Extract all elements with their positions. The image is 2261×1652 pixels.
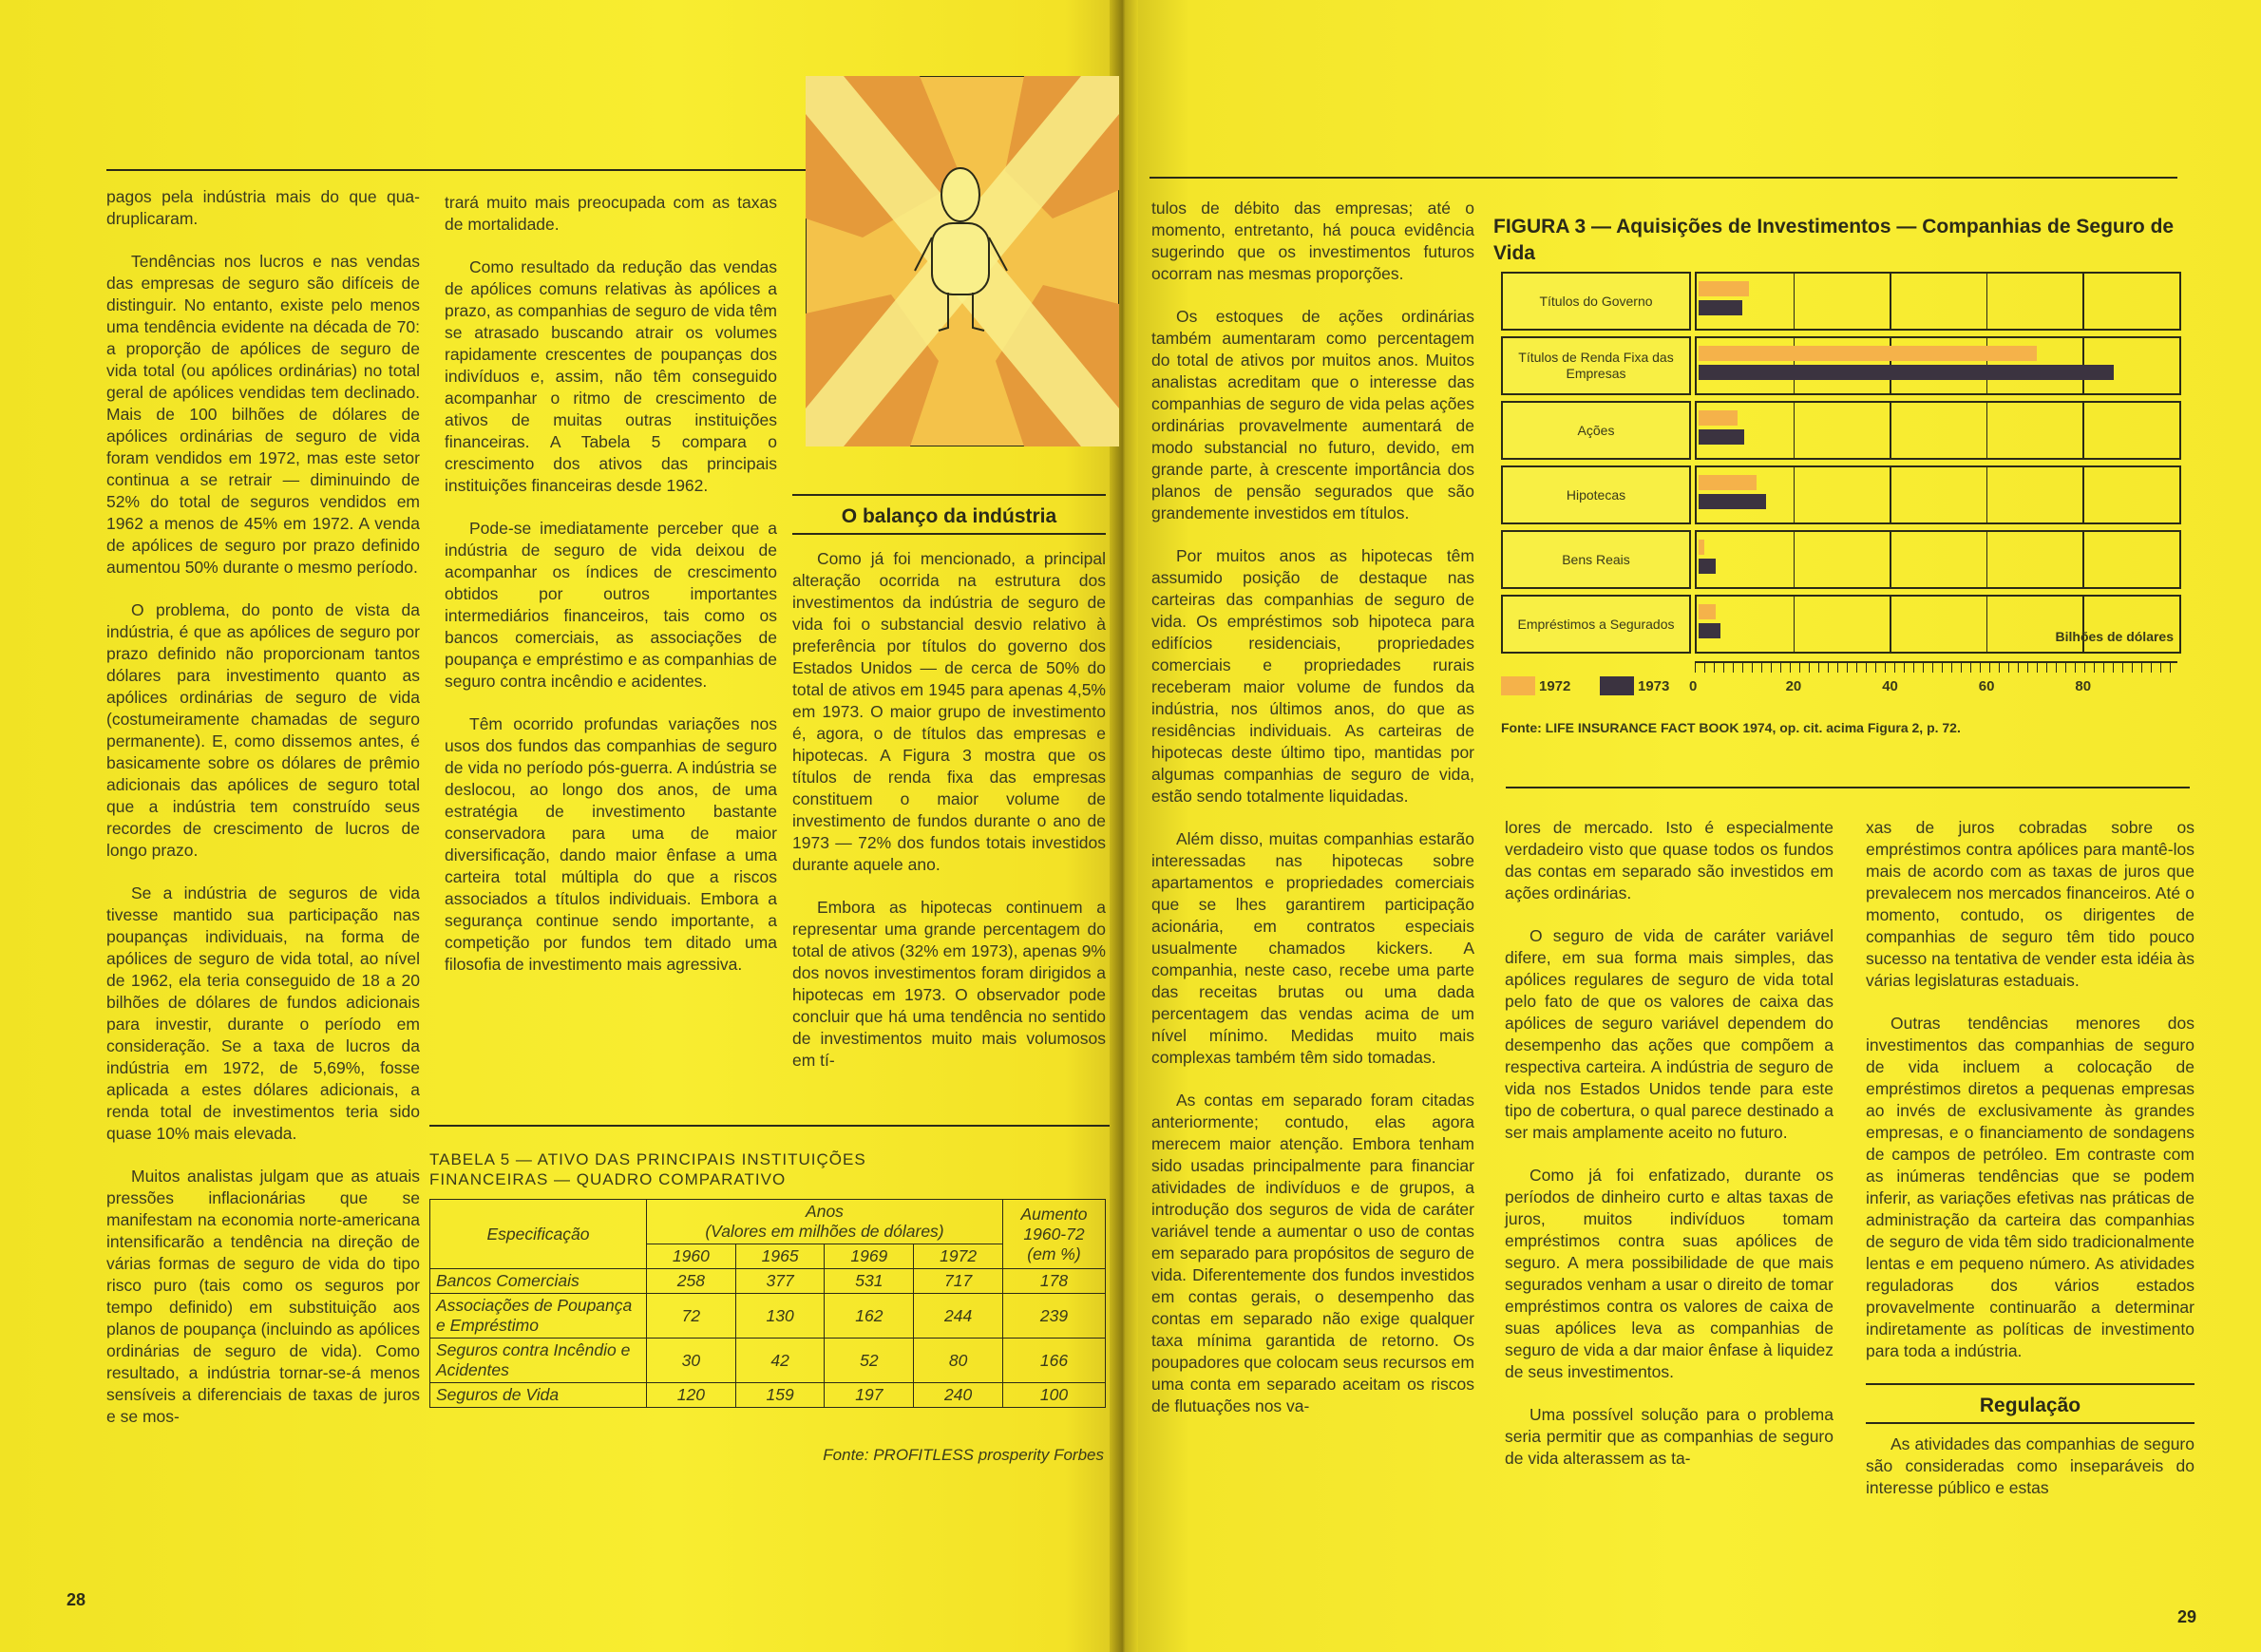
paragraph: Como já foi mencionado, a principal alteração ocorrida na estrutura dos investimentos da indústria de seguro de vida foi o substancial desvio relativo à preferência por títulos do governo dos Estados Unidos — de cerca de 50% do total de ativos em 1945 para apenas 4,5% em 1973. O maior grupo de investimento é, agora, o de títulos das empresas e hipotecas. A Figura 3 mostra que os títulos de renda fixa das empresas constituem o maior volume de investimento de fundos durante o ano de 1973 — 72% dos fundos totais investidos durante aquele ano. (792, 549, 1106, 874)
gridline (1986, 403, 1988, 458)
x-tick-label: 20 (1785, 678, 1802, 694)
gridline (1890, 274, 1891, 329)
cell: 100 (1003, 1383, 1106, 1408)
x-tick-label: 0 (1689, 678, 1698, 694)
left-col1 (106, 186, 420, 1449)
section-heading: Regulação (1979, 1395, 2081, 1416)
gridline (1890, 403, 1891, 458)
paragraph: pagos pela indústria mais do que qua-druplicaram. (106, 187, 420, 228)
category-label: Empréstimos a Segurados (1501, 595, 1691, 654)
left-col3 (792, 494, 1106, 1092)
page-number-left: 28 (66, 1590, 86, 1609)
top-rule-left (106, 169, 809, 171)
bar-1973-2 (1699, 365, 2114, 380)
paragraph: lores de mercado. Isto é especialmente verdadeiro visto que quase todos os fundos das contas em separado são investidos em ações ordinárias. (1505, 818, 1834, 902)
table-caption-line1: TABELA 5 — ATIVO DAS PRINCIPAIS INSTITUIÇÕES (429, 1150, 866, 1168)
section-rule (792, 533, 1106, 535)
row-label: Associações de Poupança e Empréstimo (430, 1294, 647, 1339)
gridline (1986, 597, 1988, 652)
right-col3 (1866, 817, 2194, 1520)
cell: 120 (647, 1383, 736, 1408)
gridline (2082, 467, 2084, 522)
paragraph: xas de juros cobradas sobre os empréstimos contra apólices para mantê-los mais de acordo com as taxas de juros que prevalecem nos mercados financeiros. Até o momento, contudo, os dirigentes de companhias de seguro têm tido pouco sucesso na tentativa de vender esta idéia às várias legislaturas estaduais. (1866, 818, 2194, 990)
paragraph: Muitos analistas julgam que as atuais pressões inflacionárias que se manifestam na economia norte-americana intensificarão a tendência na direção de várias formas de seguro de vida do tipo risco puro (tais como os seguros por tempo definido) em substituição aos planos de poupança (incluindo as apólices ordinárias de seguro de vida). Como resultado, a indústria tornar-se-á menos sensíveis a diferenciais de taxas de juros e se mos- (106, 1167, 420, 1426)
bar-1972-2 (1699, 346, 2037, 361)
grid-row (1695, 465, 2181, 524)
col-header-anos: Anos (806, 1202, 844, 1221)
gridline (1986, 274, 1988, 329)
top-rule-right (1150, 177, 2177, 179)
legend-swatch-1973 (1600, 676, 1634, 695)
paragraph: O problema, do ponto de vista da indústria, é que as apólices de seguro por prazo definido não proporcionam tantos dólares para investimento quanto as apólices ordinárias de seguro de vida (costumeiramente chamadas de seguro permanente). E, como dissemos antes, é basicamente sobre os dólares de prêmio adicionais das apólices de seguro total que a indústria tem construído seus recordes de crescimento de lucros de longo prazo. (106, 600, 420, 860)
bar-1973-4 (1699, 494, 1766, 509)
category-label: Hipotecas (1501, 465, 1691, 524)
bar-1972-6 (1699, 604, 1716, 619)
col-header-anos-sub: (Valores em milhões de dólares) (705, 1222, 944, 1241)
cell: 52 (825, 1339, 914, 1383)
paragraph: Embora as hipotecas continuem a representar uma grande percentagem do total de ativos (32% em 1973), apenas 9% dos novos investimentos foram dirigidos a hipotecas em 1973. O observador pode concluir que há uma tendência no sentido de investimentos muito mais volumosos em tí- (792, 898, 1106, 1070)
x-axis (1695, 661, 2177, 673)
paragraph: Os estoques de ações ordinárias também aumentaram como percentagem do total de ativos por muitos anos. Muitos analistas acreditam que o interesse das companhias de seguro de vida pelas ações ordinárias provavelmente aumentará de modo substancial no futuro, devido, em grande parte, à crescente importância dos planos de pensão segurados que são grandemente investidos em títulos. (1151, 307, 1474, 522)
gridline (1890, 532, 1891, 587)
section-heading: O balanço da indústria (841, 505, 1057, 527)
col-header-years (647, 1200, 1003, 1244)
paragraph: Por muitos anos as hipotecas têm assumido posição de destaque nas carteiras das companhias de seguro de vida. Os empréstimos sob hipoteca para edifícios residenciais, propriedades comerciais e propriedades rurais receberam maior volume de fundos da indústria, nos últimos anos, do que as residências individuais. As carteiras de hipotecas deste último tipo, mantidas por algumas companhias de seguro de vida, estão sendo totalmente liquidadas. (1151, 546, 1474, 806)
figure-rule (1506, 787, 2190, 788)
cell: 239 (1003, 1294, 1106, 1339)
paragraph: trará muito mais preocupada com as taxas de mortalidade. (445, 193, 777, 234)
gridline (1986, 467, 1988, 522)
gridline (1794, 597, 1796, 652)
paragraph: As atividades das companhias de seguro são consideradas como inseparáveis do interesse público e estas (1866, 1434, 2194, 1497)
cell: 531 (825, 1269, 914, 1294)
table-row (430, 1339, 1106, 1383)
paragraph: Têm ocorrido profundas variações nos usos dos fundos das companhias de seguro de vida no período pós-guerra. A indústria se deslocou, ao longo dos anos, de uma estratégia de investimento bastante conservadora para uma de maior diversificação, dando maior ênfase a uma carteira total múltipla do que a riscos associados a títulos individuais. Embora a segurança continue sendo importante, a competição por fundos tem ditado uma filosofia de investimento mais agressiva. (445, 714, 777, 974)
row-label: Bancos Comerciais (430, 1269, 647, 1294)
paragraph: O seguro de vida de caráter variável difere, em sua forma mais simples, das apólices regulares de seguro de vida total pelo fato de que os valores de caixa das apólices de seguro variável dependem do desempenho das ações que compõem a respectiva carteira. A indústria de seguro de vida nos Estados Unidos tende para este tipo de cobertura, o qual parece destinado a ser mais amplamente aceito no futuro. (1505, 926, 1834, 1142)
bar-1972-3 (1699, 410, 1738, 426)
paragraph: Tendências nos lucros e nas vendas das empresas de seguro são difíceis de distinguir. No entanto, existe pelo menos uma tendência evidente na década de 70: a proporção de apólices de seguro de vida total (ou apólices ordinárias) no total geral de apólices vendidas tem declinado. Mais de 100 bilhões de dólares de apólices ordinárias de seguro de vida foram vendidos em 1972, mas este setor continua a se retrair — diminuindo de 52% do total de seguros vendidos em 1962 a menos de 45% em 1972. A venda de apólices de seguro por prazo definido aumentou 50% durante o mesmo período. (106, 252, 420, 577)
row-label: Seguros contra Incêndio e Acidentes (430, 1339, 647, 1383)
gridline (2082, 403, 2084, 458)
assets-table (429, 1199, 1106, 1408)
grid-row (1695, 272, 2181, 331)
category-label: Bens Reais (1501, 530, 1691, 589)
axis-unit-label: Bilhões de dólares (2055, 629, 2174, 644)
paragraph: Outras tendências menores dos investimentos das companhias de seguro de vida incluem a colocação de empréstimos diretos a pequenas empresas ao invés de exclusivamente às grandes empresas, e o financiamento de sondagens de campos de petróleo. Em contraste com as inúmeras tendências que se podem inferir, as variações efetivas nas práticas de administração da carteira das companhias de seguro de vida têm sido tradicionalmente lentas e em pequeno número. As atividades reguladoras dos vários estados provavelmente continuarão a determinar indiretamente as políticas de investimento para toda a indústria. (1866, 1014, 2194, 1360)
category-label: Ações (1501, 401, 1691, 460)
table-5 (429, 1149, 1104, 1465)
col-header-aumento: Aumento 1960-72 (em %) (1003, 1200, 1106, 1269)
bar-1973-6 (1699, 623, 1720, 638)
table-row (430, 1269, 1106, 1294)
cross-figure-illustration (806, 76, 1119, 446)
category-label: Títulos do Governo (1501, 272, 1691, 331)
year-header: 1969 (825, 1244, 914, 1269)
cell: 159 (735, 1383, 825, 1408)
gridline (1794, 467, 1796, 522)
gridline (1890, 597, 1891, 652)
paragraph: Como resultado da redução das vendas de apólices comuns relativas às apólices a prazo, as companhias de seguro de vida têm se atrasado buscando atrair os volumes rapidamente crescentes de poupanças dos indivíduos e, assim, não têm conseguido acompanhar o ritmo de crescimento de ativos de muitas outras instituições financeiras. A Tabela 5 compara o crescimento dos ativos das principais instituições financeiras desde 1962. (445, 257, 777, 495)
year-header: 1972 (914, 1244, 1003, 1269)
bar-1972-5 (1699, 540, 1704, 555)
table-row (430, 1294, 1106, 1339)
row-label: Seguros de Vida (430, 1383, 647, 1408)
year-header: 1960 (647, 1244, 736, 1269)
section-rule (792, 494, 1106, 496)
left-col2 (445, 192, 777, 997)
cell: 178 (1003, 1269, 1106, 1294)
table-rule (429, 1125, 1110, 1127)
bar-1973-5 (1699, 559, 1716, 574)
bar-1973-1 (1699, 300, 1742, 315)
bar-1972-1 (1699, 281, 1749, 296)
section-rule (1866, 1422, 2194, 1424)
cell: 162 (825, 1294, 914, 1339)
table-source: Fonte: PROFITLESS prosperity Forbes (823, 1446, 1104, 1464)
paragraph: Pode-se imediatamente perceber que a indústria de seguro de vida deixou de acompanhar os índices de crescimento obtidos por outros importantes intermediários financeiros, tais como os bancos comerciais, as associações de poupança e empréstimo e as companhias de seguro contra incêndio e acidentes. (445, 519, 777, 691)
cell: 166 (1003, 1339, 1106, 1383)
cell: 377 (735, 1269, 825, 1294)
cell: 80 (914, 1339, 1003, 1383)
figure-3-chart (1493, 270, 2196, 764)
table-caption-line2: FINANCEIRAS — QUADRO COMPARATIVO (429, 1170, 787, 1188)
figure-3 (1493, 214, 2196, 267)
paragraph: Além disso, muitas companhias estarão interessadas nas hipotecas sobre apartamentos e propriedades comerciais que se lhes garantirem participação acionária, em contratos especiais usualmente chamados kickers. A companhia, neste caso, recebe uma parte das receitas brutas ou uma dada percentagem das vendas acima de um nível mínimo. Medidas muito mais complexas também têm sido tomadas. (1151, 829, 1474, 1067)
figure-source: Fonte: LIFE INSURANCE FACT BOOK 1974, op. cit. acima Figura 2, p. 72. (1501, 720, 1961, 735)
cell: 130 (735, 1294, 825, 1339)
gridline (1794, 403, 1796, 458)
illustration (806, 76, 1119, 446)
x-tick-label: 40 (1882, 678, 1898, 694)
grid-row (1695, 530, 2181, 589)
year-header: 1965 (735, 1244, 825, 1269)
bar-1973-3 (1699, 429, 1744, 445)
legend-swatch-1972 (1501, 676, 1535, 695)
right-col2 (1505, 817, 1834, 1491)
gridline (1794, 532, 1796, 587)
right-col1 (1151, 198, 1474, 1438)
cell: 258 (647, 1269, 736, 1294)
grid-row (1695, 595, 2181, 654)
table-row (430, 1383, 1106, 1408)
legend-label: 1972 (1539, 678, 1571, 694)
cell: 42 (735, 1339, 825, 1383)
gridline (2082, 274, 2084, 329)
page-number-right: 29 (2177, 1607, 2197, 1626)
gridline (1986, 532, 1988, 587)
x-tick-label: 60 (1978, 678, 1995, 694)
cell: 244 (914, 1294, 1003, 1339)
gridline (2082, 532, 2084, 587)
grid-row (1695, 401, 2181, 460)
paragraph: Se a indústria de seguros de vida tivesse mantido sua participação nas poupanças individuais, na forma de apólices de seguro de vida total, ao nível de 1962, ela teria conseguido de 18 a 20 bilhões de dólares de fundos adicionais para investir, durante o período em consideração. Se a taxa de lucros da indústria em 1972, de 5,69%, fosse aplicada a estes dólares adicionais, a renda total de investimentos teria sido quase 10% mais elevada. (106, 883, 420, 1143)
cell: 197 (825, 1383, 914, 1408)
gridline (1890, 467, 1891, 522)
grid-row (1695, 336, 2181, 395)
paragraph: Uma possível solução para o problema seria permitir que as companhias de seguro de vida alterassem as ta- (1505, 1405, 1834, 1468)
cell: 30 (647, 1339, 736, 1383)
cell: 72 (647, 1294, 736, 1339)
figure-title: FIGURA 3 — Aquisições de Investimentos — Companhias de Seguro de Vida (1493, 216, 2175, 264)
paragraph: Como já foi enfatizado, durante os períodos de dinheiro curto e altas taxas de juros, muitos indivíduos tomam empréstimos contra suas apólices de seguro. A mera possibilidade de que mais segurados venham a usar o direito de tomar empréstimos contra os valores de caixa de suas apólices leva as companhias de seguro de vida a dar maior ênfase à liquidez de seus investimentos. (1505, 1166, 1834, 1381)
section-rule (1866, 1383, 2194, 1385)
cell: 717 (914, 1269, 1003, 1294)
bar-1972-4 (1699, 475, 1757, 490)
category-label: Títulos de Renda Fixa das Empresas (1501, 336, 1691, 395)
gridline (1794, 274, 1796, 329)
paragraph: tulos de débito das empresas; até o momento, entretanto, há pouca evidência sugerindo que os investimentos futuros ocorram nas mesmas proporções. (1151, 199, 1474, 283)
x-tick-label: 80 (2075, 678, 2092, 694)
col-header-spec: Especificação (430, 1200, 647, 1269)
paragraph: As contas em separado foram citadas anteriormente; contudo, elas agora merecem maior atenção. Embora tenham sido usadas principalmente para financiar atividades de indivíduos e de grupos, a introdução dos seguros de vida de caráter variável tende a aumentar o uso de contas em separado para propósitos de seguro de vida. Diferentemente dos fundos investidos em contas gerais, o desempenho das contas em separado não exige qualquer taxa mínima garantida de retorno. Os poupadores que colocam seus recursos em uma conta em separado aceitam os riscos de flutuações nos va- (1151, 1091, 1474, 1415)
cell: 240 (914, 1383, 1003, 1408)
legend-label: 1973 (1638, 678, 1670, 694)
